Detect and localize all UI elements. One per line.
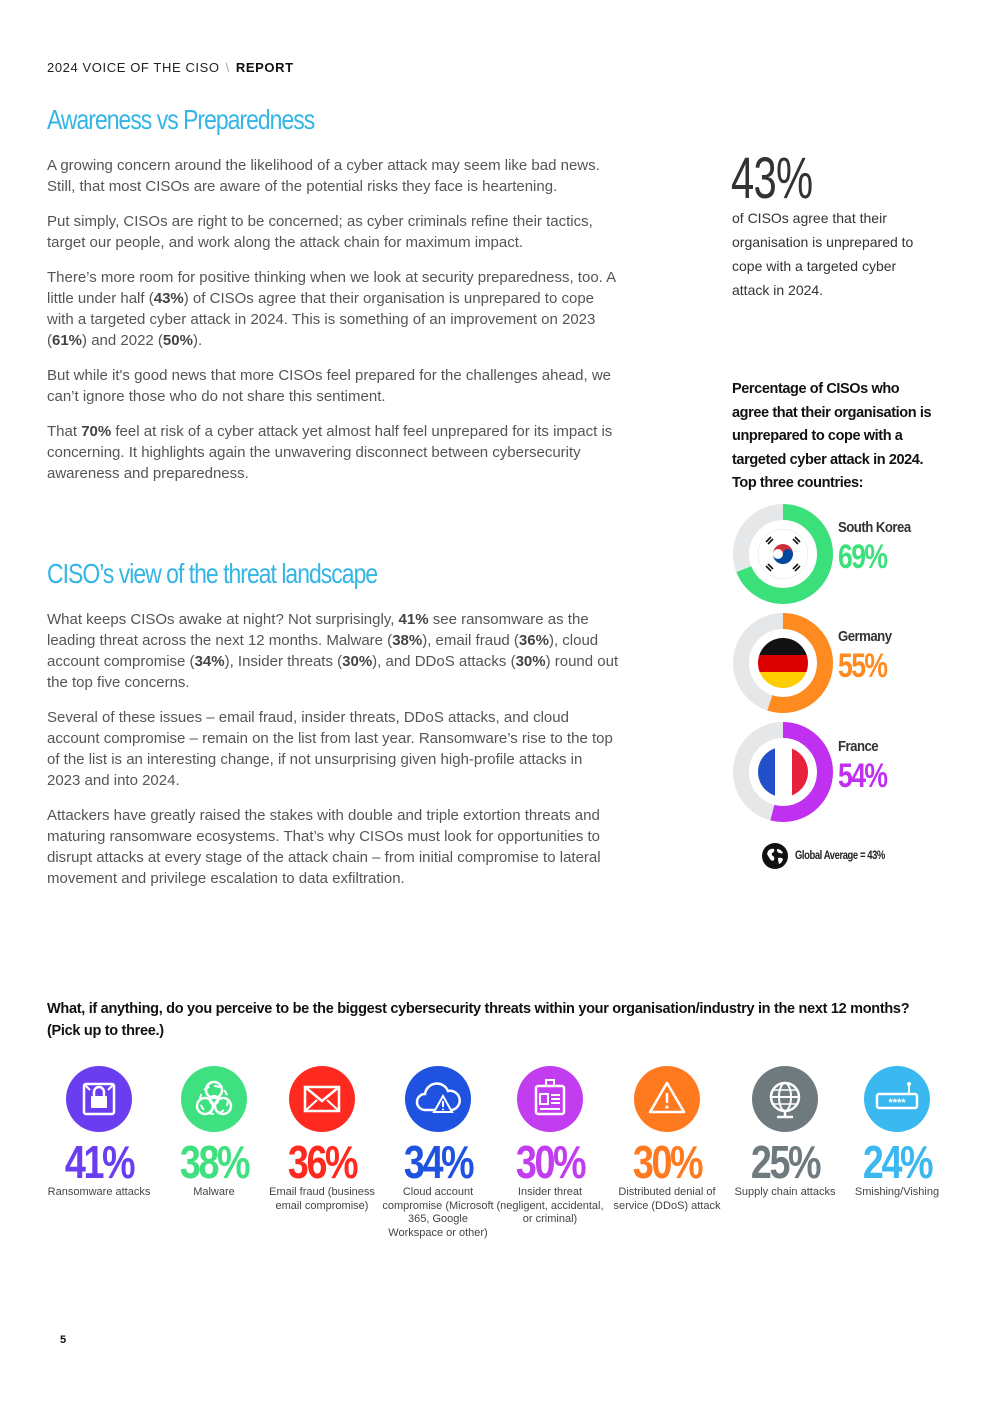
country-pct-germany: 55%: [838, 647, 887, 685]
section2-paragraph-3: [47, 805, 619, 889]
headline-stat-description: of CISOs agree that their organisation is unprepared to cope with a targeted cyber attack in 2024.: [732, 210, 914, 298]
svg-text:****: ****: [888, 1097, 906, 1109]
section1-paragraph-5: [47, 421, 619, 484]
highlight-stat: 50%: [162, 332, 193, 349]
germany-flag-icon: [758, 638, 808, 689]
highlight-stat: 34%: [194, 653, 225, 670]
cloud-warning-icon: [405, 1066, 471, 1132]
south-korea-flag-icon: [758, 529, 808, 579]
highlight-stat: 38%: [392, 632, 423, 649]
text-run: A growing concern around the likelihood of a cyber attack may seem like bad news. Still, that most CISOs are aware of the potential risks they face is heartening.: [47, 157, 600, 195]
warning-triangle-icon: [634, 1066, 700, 1132]
threat-item: [264, 1066, 380, 1213]
section2-paragraph-2: [47, 707, 619, 791]
chart-title: Percentage of CISOs who agree that their organisation is unprepared to cope with a targeted cyber attack in 2024. Top three countries:: [732, 381, 932, 491]
id-badge-icon: [517, 1066, 583, 1132]
threat-label: Malware: [193, 1186, 235, 1198]
text-run: ), email fraud (: [422, 632, 519, 649]
envelope-icon: [289, 1066, 355, 1132]
threat-percentage: 25%: [750, 1136, 820, 1188]
donut-france: [733, 722, 833, 827]
threat-item: [492, 1066, 608, 1227]
text-run: ) round out the top five concerns.: [47, 653, 619, 691]
globe-icon: [761, 842, 789, 870]
threat-item: [839, 1066, 955, 1200]
highlight-stat: 36%: [518, 632, 549, 649]
threat-label: Email fraud (business email compromise): [269, 1186, 375, 1212]
donut-chart-south-korea: [733, 504, 833, 604]
section2-paragraph-1: [47, 609, 619, 693]
highlight-stat: 43%: [153, 290, 184, 307]
text-run: ), cloud account compromise (: [47, 632, 599, 670]
text-run: ), Insider threats (: [224, 653, 343, 670]
threat-item: [41, 1066, 157, 1200]
text-run: feel at risk of a cyber attack yet almost half feel unprepared for its impact is concerning. It highlights again the unwavering disconnect between cybersecurity awareness and preparedness.: [47, 423, 613, 482]
threat-label: Distributed denial of service (DDoS) attack: [613, 1186, 721, 1212]
section2-body: [47, 609, 619, 903]
text-run: That: [47, 423, 82, 440]
country-label-germany: Germany: [838, 628, 892, 645]
text-run: Several of these issues – email fraud, insider threats, DDoS attacks, and cloud account compromise – remain on the list from last year. Ransomware’s rise to the top of the list is an interesting change, if not unsurprising given high-profile attacks in 2023 and into 2024.: [47, 709, 613, 789]
threat-percentage: 36%: [287, 1136, 357, 1188]
survey-question: What, if anything, do you perceive to be the biggest cybersecurity threats within your organisation/industry in the next 12 months? (Pick up to three.): [47, 1001, 910, 1039]
text-run: But while it's good news that more CISOs feel prepared for the challenges ahead, we can’t ignore those who do not share this sentiment.: [47, 367, 612, 405]
threat-percentage: 24%: [862, 1136, 932, 1188]
biohazard-icon: [181, 1066, 247, 1132]
threat-item: [727, 1066, 843, 1200]
donut-chart-germany: [733, 613, 833, 713]
report-title: 2024 VOICE OF THE CISO: [47, 60, 220, 75]
text-run: ), and DDoS attacks (: [372, 653, 516, 670]
text-run: There’s more room for positive thinking when we look at security preparedness, too. A little under half (: [47, 269, 616, 307]
threat-percentage: 34%: [403, 1136, 473, 1188]
donut-germany: [733, 613, 833, 718]
threat-percentage: 38%: [179, 1136, 249, 1188]
page-number: 5: [60, 1334, 67, 1346]
globe-icon: [752, 1066, 818, 1132]
threat-label: Smishing/Vishing: [854, 1186, 940, 1198]
donut-chart-france: [733, 722, 833, 822]
country-pct-south-korea: 69%: [838, 538, 887, 576]
threat-label: Ransomware attacks: [47, 1186, 151, 1198]
headline-stat: 43%: [731, 146, 813, 211]
highlight-stat: 70%: [81, 423, 112, 440]
text-run: What keeps CISOs awake at night? Not surprisingly,: [47, 611, 399, 628]
section-title-threat-landscape: CISO’s view of the threat landscape: [47, 558, 378, 589]
section1-body: [47, 155, 619, 498]
country-label-south-korea: South Korea: [838, 519, 911, 536]
threat-percentage: 41%: [64, 1136, 134, 1188]
donut-south-korea: [733, 504, 833, 609]
threat-label: Cloud account compromise (Microsoft 365, Google Workspace or other): [382, 1186, 494, 1239]
section1-paragraph-4: [47, 365, 619, 407]
section-title-awareness: Awareness vs Preparedness: [47, 104, 315, 135]
threat-percentage: 30%: [632, 1136, 702, 1188]
text-run: Attackers have greatly raised the stakes with double and triple extortion threats and maturing ransomware ecosystems. That’s why CISOs must look for opportunities to disrupt attacks at every stage of the attack chain – from initial compromise to lateral movement and privilege escalation to data exfiltration.: [47, 807, 601, 887]
threat-item: [380, 1066, 496, 1240]
highlight-stat: 30%: [515, 653, 546, 670]
text-run: ) of CISOs agree that their organisation is unprepared to cope with a targeted cyber attack in 2024. This is something of an improvement on 2023 (: [47, 290, 596, 349]
global-average-label: Global Average = 43%: [795, 850, 885, 862]
section1-paragraph-1: [47, 155, 619, 197]
text-run: Put simply, CISOs are right to be concerned; as cyber criminals refine their tactics, target our people, and work along the attack chain for maximum impact.: [47, 213, 593, 251]
report-label: REPORT: [235, 60, 294, 75]
password-sms-icon: [864, 1066, 930, 1132]
threat-label: Supply chain attacks: [734, 1186, 836, 1198]
header-separator: \: [225, 60, 230, 75]
highlight-stat: 30%: [342, 653, 373, 670]
section1-paragraph-3: [47, 267, 619, 351]
text-run: ).: [192, 332, 203, 349]
threat-percentage: 30%: [515, 1136, 585, 1188]
report-header: [47, 60, 294, 75]
ransomware-icon: [66, 1066, 132, 1132]
france-flag-icon: [758, 747, 809, 797]
highlight-stat: 41%: [398, 611, 429, 628]
threat-item: [609, 1066, 725, 1213]
threat-label: Insider threat (negligent, accidental, or criminal): [496, 1186, 604, 1225]
global-average: [761, 842, 905, 870]
country-pct-france: 54%: [838, 757, 887, 795]
text-run: see ransomware as the leading threat across the next 12 months. Malware (: [47, 611, 589, 649]
country-label-france: France: [838, 738, 879, 755]
highlight-stat: 61%: [52, 332, 83, 349]
text-run: ) and 2022 (: [82, 332, 163, 349]
section1-paragraph-2: [47, 211, 619, 253]
threat-item: [156, 1066, 272, 1200]
